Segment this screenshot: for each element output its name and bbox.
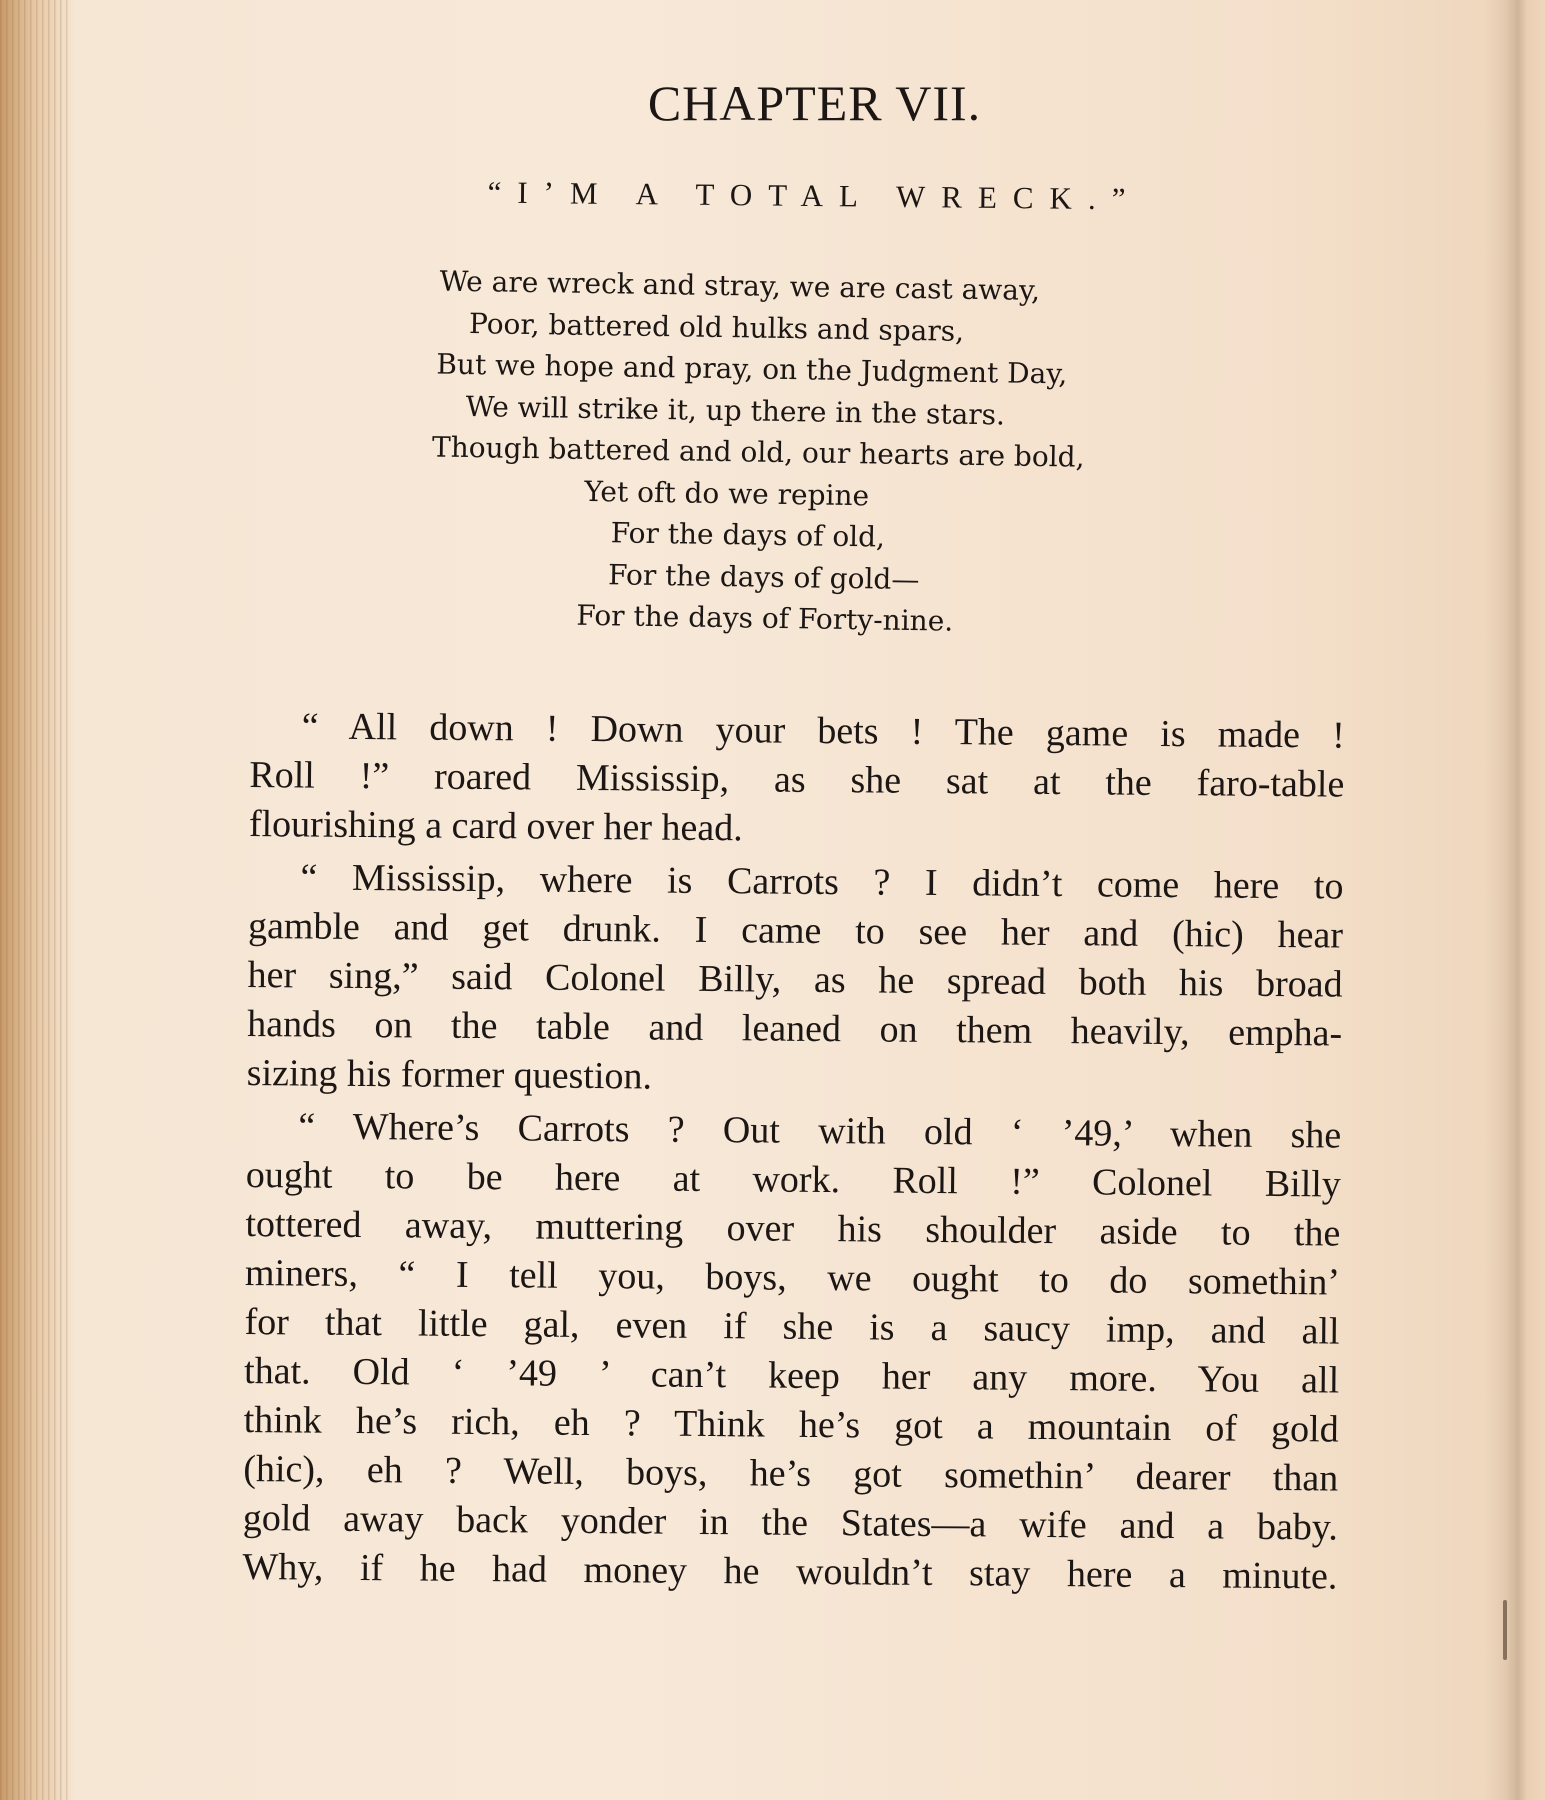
page-content (230, 0, 1355, 1800)
poem-line: For the days of Forty-nine. (576, 598, 954, 638)
page-mark (1503, 1600, 1507, 1660)
poem-line: For the days of gold— (607, 557, 920, 596)
text-line: Roll !” roared Mississip, as she sat at the faro-table (249, 753, 1345, 806)
text-line: her sing,” said Colonel Billy, as he spread both his broad (247, 953, 1343, 1006)
text-line: “ Mississip, where is Carrots ? I didn’t come here to (300, 856, 1344, 908)
poem-line: Though battered and old, our hearts are bold, (431, 430, 1085, 474)
paragraph-2 (247, 853, 1344, 1108)
text-line: that. Old ‘ ’49 ’ can’t keep her any more. You all (243, 1349, 1340, 1402)
body-text (242, 702, 1345, 1606)
text-line: “ All down ! Down your bets ! The game is made ! (301, 705, 1345, 757)
text-line: (hic), eh ? Well, boys, he’s got somethin’ dearer than (243, 1447, 1339, 1500)
chapter-subtitle: “I’M A TOTAL WRECK.” (487, 174, 1142, 217)
text-line: Why, if he had money he wouldn’t stay here a minute. (242, 1545, 1338, 1598)
text-line: hands on the table and leaned on them heavily, empha- (247, 1002, 1343, 1055)
paragraph-1 (249, 702, 1345, 859)
poem-line: Yet oft do we repine (584, 474, 870, 512)
text-line: ought to be here at work. Roll !” Colonel Billy (245, 1153, 1342, 1206)
poem-line: We are wreck and stray, we are cast away, (439, 264, 1041, 308)
text-line: tottered away, muttering over his shoulder aside to the (245, 1202, 1341, 1255)
page-gutter (1485, 0, 1545, 1800)
poem-line: But we hope and pray, on the Judgment Day, (436, 347, 1068, 391)
text-line: gold away back yonder in the States—a wife and a baby. (242, 1496, 1339, 1549)
text-line: miners, “ I tell you, boys, we ought to do somethin’ (244, 1251, 1341, 1304)
epigraph-poem (224, 257, 1355, 648)
paragraph-3 (242, 1102, 1341, 1602)
text-line: think he’s rich, eh ? Think he’s got a mountain of gold (243, 1398, 1339, 1451)
text-line: for that little gal, even if she is a saucy imp, and all (244, 1300, 1340, 1353)
poem-line: Poor, battered old hulks and spars, (468, 306, 965, 348)
page-edges (0, 0, 70, 1800)
poem-line: We will strike it, up there in the stars. (465, 389, 1006, 431)
chapter-title: CHAPTER VII. (647, 75, 982, 131)
poem-line: For the days of old, (610, 516, 886, 554)
text-line: sizing his former question. (246, 1051, 653, 1098)
text-line: “ Where’s Carrots ? Out with old ‘ ’49,’ when she (298, 1105, 1342, 1157)
text-line: flourishing a card over her head. (248, 802, 743, 850)
text-line: gamble and get drunk. I came to see her and (hic) hear (247, 904, 1344, 957)
